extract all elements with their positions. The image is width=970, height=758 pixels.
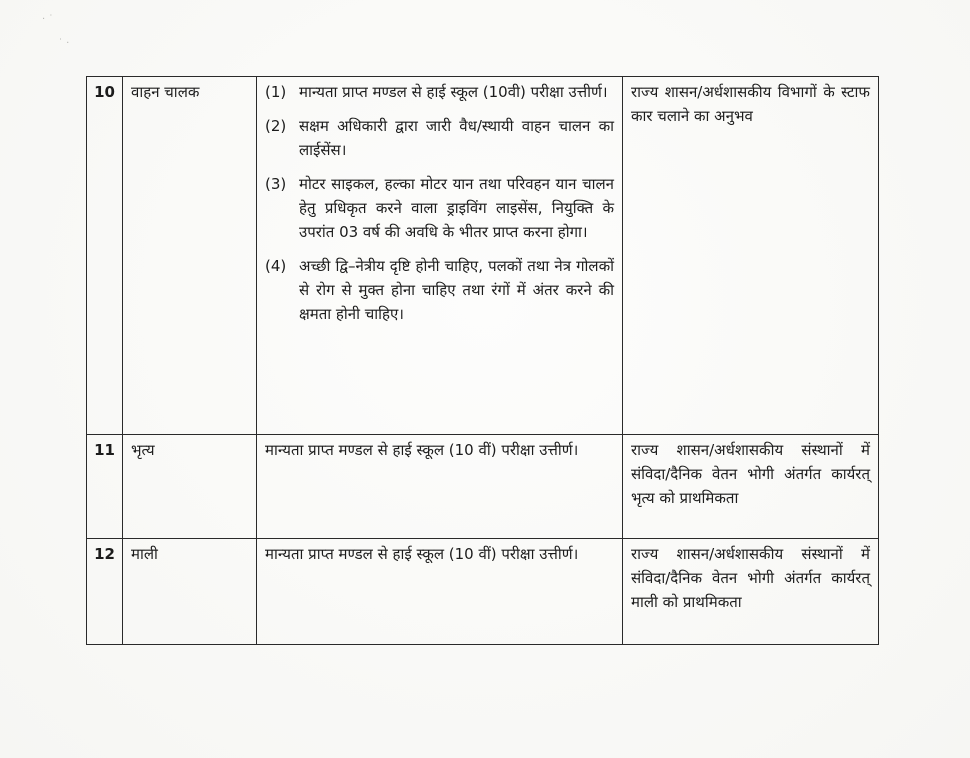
education-item	[265, 80, 614, 104]
table-row	[87, 77, 879, 435]
serial-number: 10	[87, 77, 123, 435]
post-name: माली	[123, 539, 257, 645]
table-row	[87, 435, 879, 539]
scan-speck: · ˙	[42, 14, 54, 25]
education-cell: मान्यता प्राप्त मण्डल से हाई स्कूल (10 वीं) परीक्षा उत्तीर्ण।	[257, 539, 623, 645]
education-cell	[257, 77, 623, 435]
item-text: अच्छी द्वि–नेत्रीय दृष्टि होनी चाहिए, पलकों तथा नेत्र गोलकों से रोग से मुक्त होना चाहिए तथा रंगों में अंतर करने की क्षमता होनी चाहिए।	[299, 257, 614, 323]
education-item	[265, 254, 614, 326]
education-item	[265, 172, 614, 244]
scan-speck: ˙ ·	[58, 38, 70, 49]
item-number: (2)	[265, 117, 287, 135]
experience-cell: राज्य शासन/अर्धशासकीय संस्थानों में संविदा/दैनिक वेतन भोगी अंतर्गत कार्यरत् भृत्य को प्राथमिकता	[623, 435, 879, 539]
experience-cell: राज्य शासन/अर्धशासकीय विभागों के स्टाफ कार चलाने का अनुभव	[623, 77, 879, 435]
serial-number: 12	[87, 539, 123, 645]
item-number: (1)	[265, 83, 287, 101]
experience-cell: राज्य शासन/अर्धशासकीय संस्थानों में संविदा/दैनिक वेतन भोगी अंतर्गत कार्यरत् माली को प्राथमिकता	[623, 539, 879, 645]
table-row	[87, 539, 879, 645]
item-text: मान्यता प्राप्त मण्डल से हाई स्कूल (10वी) परीक्षा उत्तीर्ण।	[299, 83, 608, 101]
qualification-table	[86, 76, 879, 645]
post-name: भृत्य	[123, 435, 257, 539]
item-number: (4)	[265, 257, 287, 275]
item-number: (3)	[265, 175, 287, 193]
serial-number: 11	[87, 435, 123, 539]
item-text: सक्षम अधिकारी द्वारा जारी वैध/स्थायी वाहन चालन का लाईसेंस।	[299, 117, 614, 159]
education-item	[265, 114, 614, 162]
item-text: मोटर साइकल, हल्का मोटर यान तथा परिवहन यान चालन हेतु प्रधिकृत करने वाला ड्राइविंग लाइसेंस, नियुक्ति के उपरांत 03 वर्ष की अवधि के भीतर प्राप्त करना होगा।	[299, 175, 614, 241]
post-name: वाहन चालक	[123, 77, 257, 435]
education-cell: मान्यता प्राप्त मण्डल से हाई स्कूल (10 वीं) परीक्षा उत्तीर्ण।	[257, 435, 623, 539]
